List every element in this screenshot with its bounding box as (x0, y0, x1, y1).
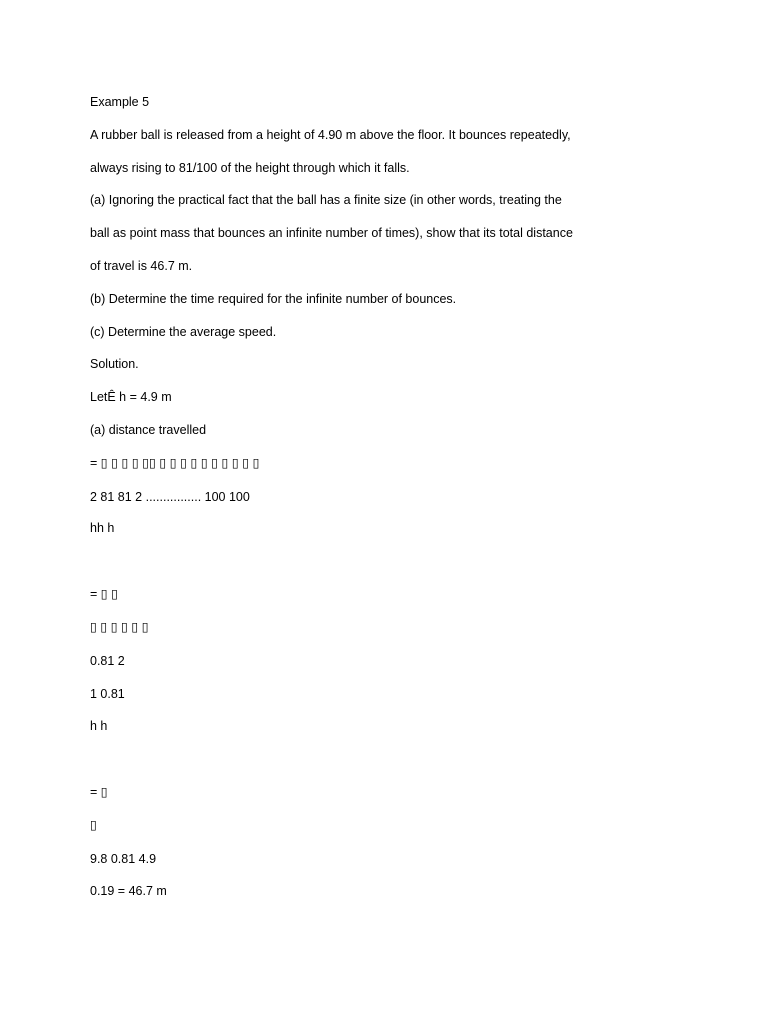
equation-numerator-line: 0.81 2 (90, 654, 125, 668)
height-definition: LetÊ h = 4.9 m (90, 390, 172, 404)
equation-values-line: 9.8 0.81 4.9 (90, 852, 157, 866)
equation-symbols-line-5: ▯ (90, 818, 97, 832)
part-a-line-2: ball as point mass that bounces an infinite number of times), show that its total distance (90, 226, 573, 240)
equation-variables-line-1: hh h (90, 521, 115, 535)
distance-travelled-heading: (a) distance travelled (90, 423, 207, 437)
example-heading: Example 5 (90, 95, 150, 109)
problem-text-line-1: A rubber ball is released from a height of 4.90 m above the floor. It bounces repeatedly, (90, 128, 571, 142)
part-c-line: (c) Determine the average speed. (90, 325, 277, 339)
equation-series-line: 2 81 81 2 ................ 100 100 (90, 490, 250, 504)
equation-symbols-line-4: = ▯ (90, 785, 108, 799)
equation-symbols-line-2: = ▯ ▯ (90, 587, 119, 601)
equation-symbols-line-1: = ▯ ▯ ▯ ▯ ▯▯ ▯ ▯ ▯ ▯ ▯ ▯ ▯ ▯ ▯ ▯ (90, 456, 260, 470)
part-a-line-1: (a) Ignoring the practical fact that the ball has a finite size (in other words, treating the (90, 193, 562, 207)
equation-variables-line-2: h h (90, 719, 108, 733)
problem-text-line-2: always rising to 81/100 of the height through which it falls. (90, 161, 410, 175)
part-a-line-3: of travel is 46.7 m. (90, 259, 193, 273)
equation-result-line: 0.19 = 46.7 m (90, 884, 167, 898)
equation-symbols-line-3: ▯ ▯ ▯ ▯ ▯ ▯ (90, 620, 149, 634)
solution-heading: Solution. (90, 357, 139, 371)
equation-denominator-line: 1 0.81 (90, 687, 125, 701)
part-b-line: (b) Determine the time required for the infinite number of bounces. (90, 292, 457, 306)
